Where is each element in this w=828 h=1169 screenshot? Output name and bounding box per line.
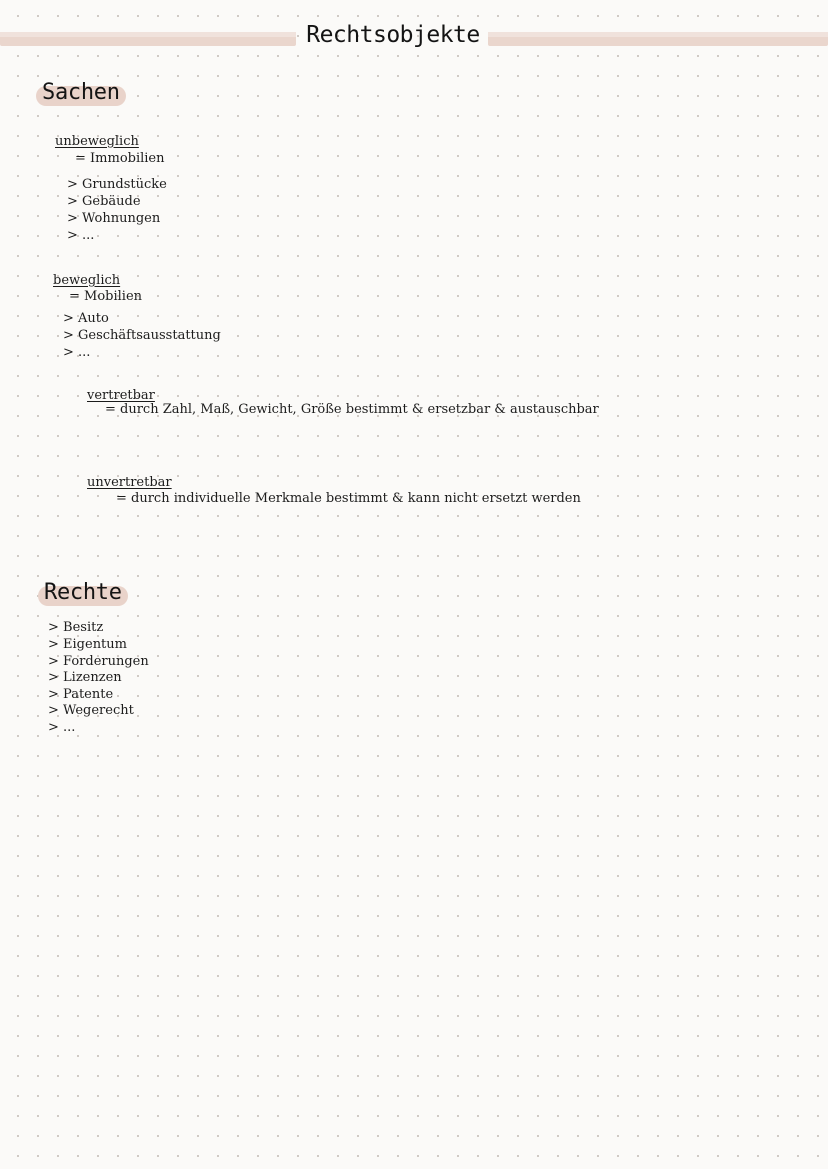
vertretbar-definition: = durch Zahl, Maß, Gewicht, Größe bestimmt & ersetzbar & austauschbar — [105, 402, 599, 417]
unbeweglich-label: unbeweglich — [55, 134, 139, 149]
page-title: Rechtsobjekte — [306, 22, 480, 48]
section-heading-rechte-label: Rechte — [44, 580, 122, 605]
vertretbar-label: vertretbar — [87, 388, 155, 403]
page-header — [0, 0, 828, 60]
list-item: > Geschäftsausstattung — [63, 328, 221, 343]
list-item: > ... — [48, 720, 76, 735]
list-item: > ... — [63, 345, 91, 360]
section-heading-sachen — [42, 80, 120, 105]
list-item: > Auto — [63, 311, 109, 326]
header-band-left-light — [0, 32, 296, 37]
list-item: > Lizenzen — [48, 670, 122, 685]
unvertretbar-label: unvertretbar — [87, 475, 172, 490]
list-item: > Eigentum — [48, 637, 127, 652]
list-item: > Forderungen — [48, 654, 149, 669]
beweglich-label: beweglich — [53, 273, 121, 288]
list-item: > Patente — [48, 687, 114, 702]
list-item: > Wohnungen — [67, 211, 161, 226]
header-band-right-light — [488, 32, 828, 37]
section-heading-sachen-label: Sachen — [42, 80, 120, 105]
list-item: > Besitz — [48, 620, 104, 635]
unbeweglich-definition: = Immobilien — [75, 151, 165, 166]
beweglich-definition: = Mobilien — [69, 289, 143, 304]
list-item: > Wegerecht — [48, 703, 134, 718]
section-heading-rechte — [44, 580, 122, 605]
list-item: > ... — [67, 228, 95, 243]
list-item: > Gebäude — [67, 194, 141, 209]
list-item: > Grundstücke — [67, 177, 167, 192]
unvertretbar-definition: = durch individuelle Merkmale bestimmt & kann nicht ersetzt werden — [116, 491, 581, 506]
